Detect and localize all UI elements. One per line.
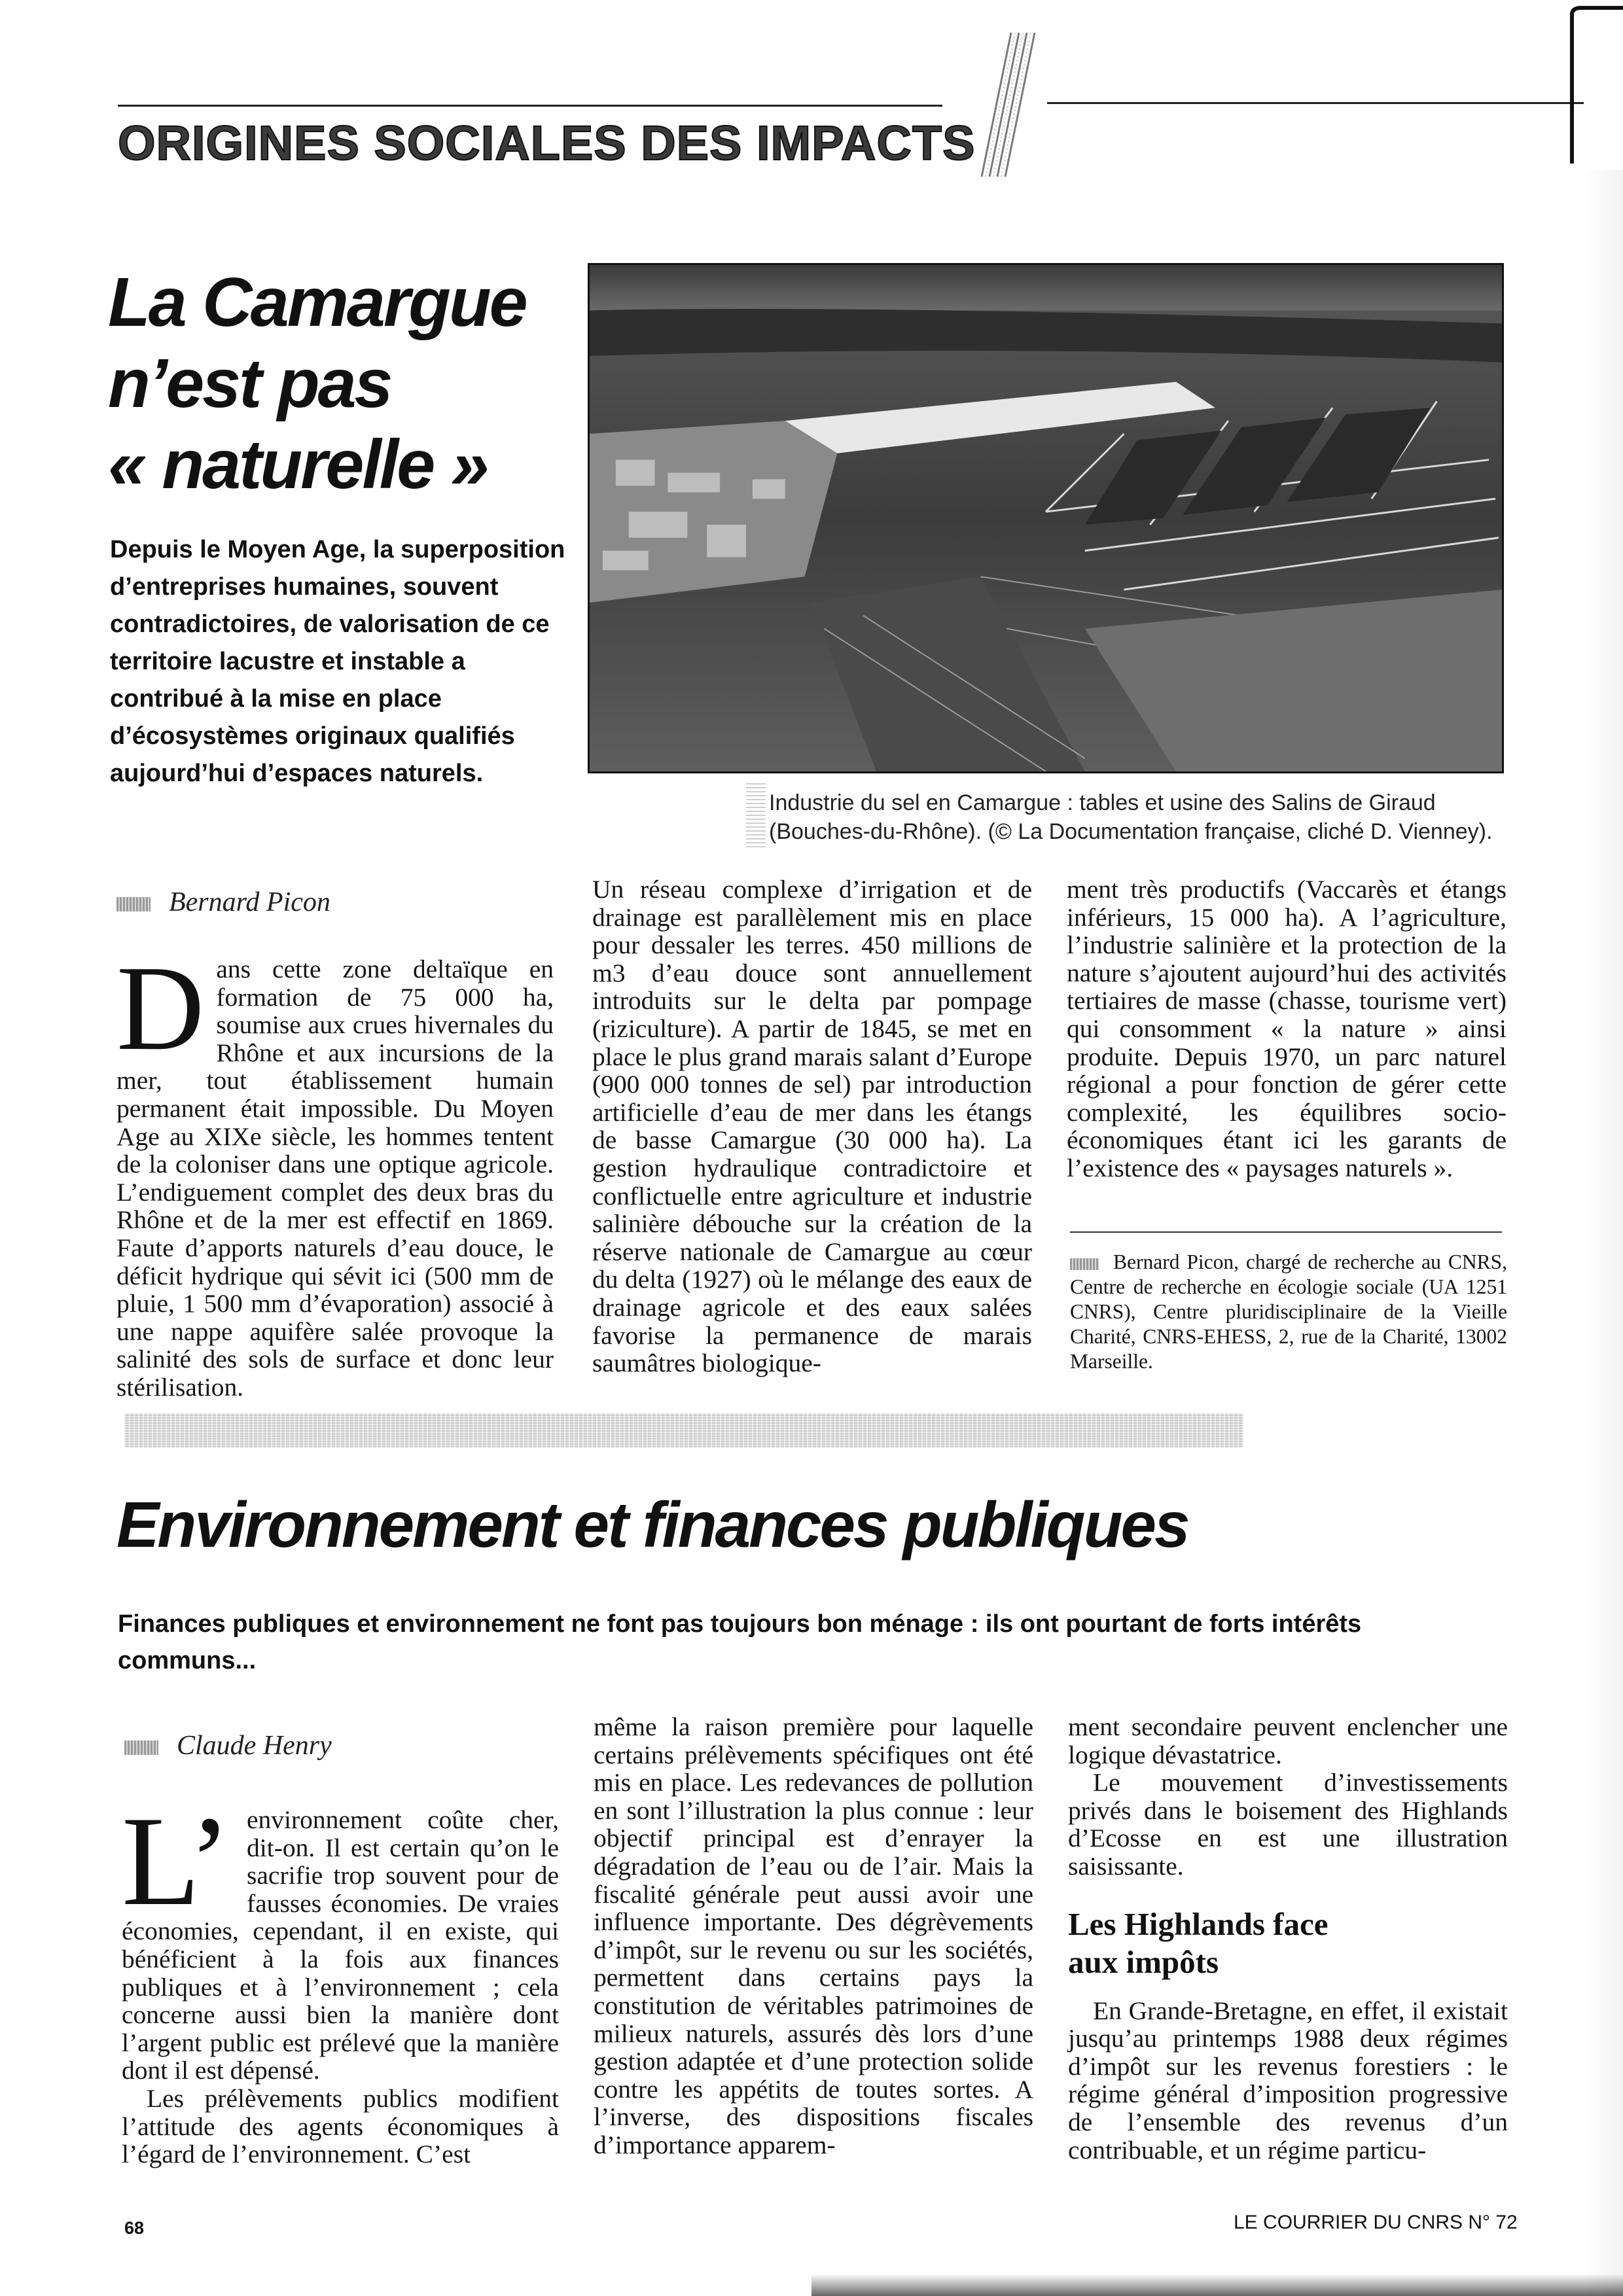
paragraph: Le mouvement d’investissements privés dans le boisement des Highlands d’Ecosse en est une illustration saisissante.	[1068, 1768, 1508, 1881]
byline-mark	[124, 1740, 158, 1755]
article1-column-2	[592, 875, 1032, 1377]
hatch-ornament	[942, 20, 1047, 190]
article-lead-finances: Finances publiques et environnement ne font pas toujours bon ménage : ils ont pourtant de forts intérêts communs...	[118, 1610, 1362, 1674]
article-lead-camargue: Depuis le Moyen Age, la superposition d’entreprises humaines, souvent contradictoires, de valorisation de ce territoire lacustre et instable a contribué à la mise en place d’écosystèmes originaux qualifiés aujourd’hui d’espaces naturels.	[110, 536, 565, 787]
author-name: Claude Henry	[177, 1731, 332, 1761]
author-byline	[116, 887, 330, 918]
paragraph: Un réseau complexe d’irrigation et de drainage est parallèlement mis en place pour dessaler les terres. 450 millions de m3 d’eau douce sont annuellement introduits sur le delta par pompage (riziculture). A partir de 1845, se met en place le plus grand marais salant d’Europe (900 000 tonnes de sel) par introduction artificielle d’eau de mer dans les étangs de basse Camargue (30 000 ha). La gestion hydraulique contradictoire et conflictuelle entre agriculture et industrie salinière débouche sur la création de la réserve nationale de Camargue au cœur du delta (1927) où le mélange des eaux de drainage agricole et des eaux salées favorise la permanence de marais saumâtres biologique-	[592, 875, 1032, 1378]
article2-column-2	[594, 1713, 1033, 2159]
author-byline	[124, 1730, 332, 1761]
author-name: Bernard Picon	[169, 887, 330, 917]
article-title-finances: Environnement et finances publiques	[116, 1489, 1188, 1561]
paragraph: ment très productifs (Vaccarès et étangs inférieurs, 15 000 ha). A l’agriculture, l’industrie salinière et la protection de la nature s’ajoutent aujourd’hui des activités tertiaires de masse (chasse, tourisme vert) qui consomment « la nature » ainsi produite. Depuis 1970, un parc naturel régional a pour fonction de gérer cette complexité, les équilibres socio-économiques étant ici les garants de l’existence des « paysages naturels ».	[1067, 875, 1507, 1182]
crop-mark	[1565, 0, 1623, 170]
page-edge-shadow	[1584, 170, 1623, 2296]
salt-works-image	[590, 265, 1502, 771]
scan-shadow	[812, 2274, 1623, 2296]
subheading: Les Highlands face aux impôts	[1068, 1905, 1329, 1980]
bio-text: Bernard Picon, chargé de recherche au CNRS, Centre de recherche en écologie sociale (UA 1251 CNRS), Centre pluridisciplinaire de la Vieille Charité, CNRS-EHESS, 2, rue de la Charité, 13002 Marseille.	[1070, 1250, 1507, 1373]
header-rule	[118, 105, 942, 107]
article2-column-3	[1068, 1713, 1508, 2164]
aerial-photo	[588, 263, 1504, 773]
paragraph: même la raison première pour laquelle certains prélèvements spécifiques ont été mis en place. Les redevances de pollution en sont l’illustration la plus connue : leur objectif principal est d’enrayer la dégradation de l’eau ou de l’air. Mais la fiscalité générale peut aussi avoir une influence importante. Des dégrèvements d’impôt, sur le revenu ou sur les sociétés, permettent dans certains pays la constitution de véritables patrimoines de milieux naturels, assurés dès lors d’une gestion adaptée et d’une protection solide contre les appétits de toutes sortes. A l’inverse, des dispositions fiscales d’importance apparem-	[594, 1712, 1033, 2159]
section-separator	[124, 1413, 1243, 1447]
drop-cap: D	[116, 941, 205, 1076]
byline-mark	[116, 897, 151, 911]
photo-caption: Industrie du sel en Camargue : tables et usine des Salins de Giraud (Bouches-du-Rhône). (© La Documentation française, cliché D. Vienney).	[769, 790, 1493, 844]
caption-mark	[746, 782, 766, 847]
bio-mark	[1070, 1258, 1099, 1270]
header-rule-right	[1047, 102, 1584, 104]
paragraph: ans cette zone deltaïque en formation de 75 000 ha, soumise aux crues hivernales du Rhône et aux incursions de la mer, tout établissement humain permanent était impossible. Du Moyen Age au XIXe siècle, les hommes tentent de la coloniser dans une optique agricole. L’endiguement complet des deux bras du Rhône et de la mer est effectif en 1869. Faute d’apports naturels d’eau douce, le déficit hydrique qui sévit ici (500 mm de pluie, 1 500 mm d’évaporation) associé à une nappe aquifère salée provoque la salinité des sols de surface et donc leur stérilisation.	[116, 955, 554, 1402]
paragraph: environnement coûte cher, dit-on. Il est certain qu’on le sacrifie trop souvent pour de fausses économies. De vraies économies, cependant, il en existe, qui bénéficient à la fois aux finances publiques et à l’environnement ; cela concerne aussi bien la manière dont l’argent public est prélevé que la manière dont il est dépensé.	[122, 1805, 559, 2085]
paragraph: ment secondaire peuvent enclencher une logique dévastatrice.	[1068, 1712, 1508, 1769]
article1-column-1	[116, 941, 554, 1402]
bio-rule	[1070, 1231, 1502, 1233]
article2-column-1	[122, 1790, 559, 2169]
paragraph: Les prélèvements publics modifient l’attitude des agents économiques à l’égard de l’environnement. C’est	[122, 2083, 559, 2169]
journal-footer: LE COURRIER DU CNRS N° 72	[1234, 2212, 1518, 2233]
drop-cap: L’	[122, 1790, 232, 1932]
article-title-camargue: La Camargue n’est pas « naturelle »	[108, 264, 526, 503]
page-number: 68	[124, 2218, 145, 2238]
article1-column-3	[1067, 875, 1507, 1182]
author-bio	[1070, 1250, 1507, 1374]
section-rubric: ORIGINES SOCIALES DES IMPACTS	[118, 116, 976, 170]
paragraph: En Grande-Bretagne, en effet, il existait jusqu’au printemps 1988 deux régimes d’impôt sur les revenus forestiers : le régime général d’imposition progressive de l’ensemble des revenus d’un contribuable, et un régime particu-	[1068, 1996, 1508, 2164]
